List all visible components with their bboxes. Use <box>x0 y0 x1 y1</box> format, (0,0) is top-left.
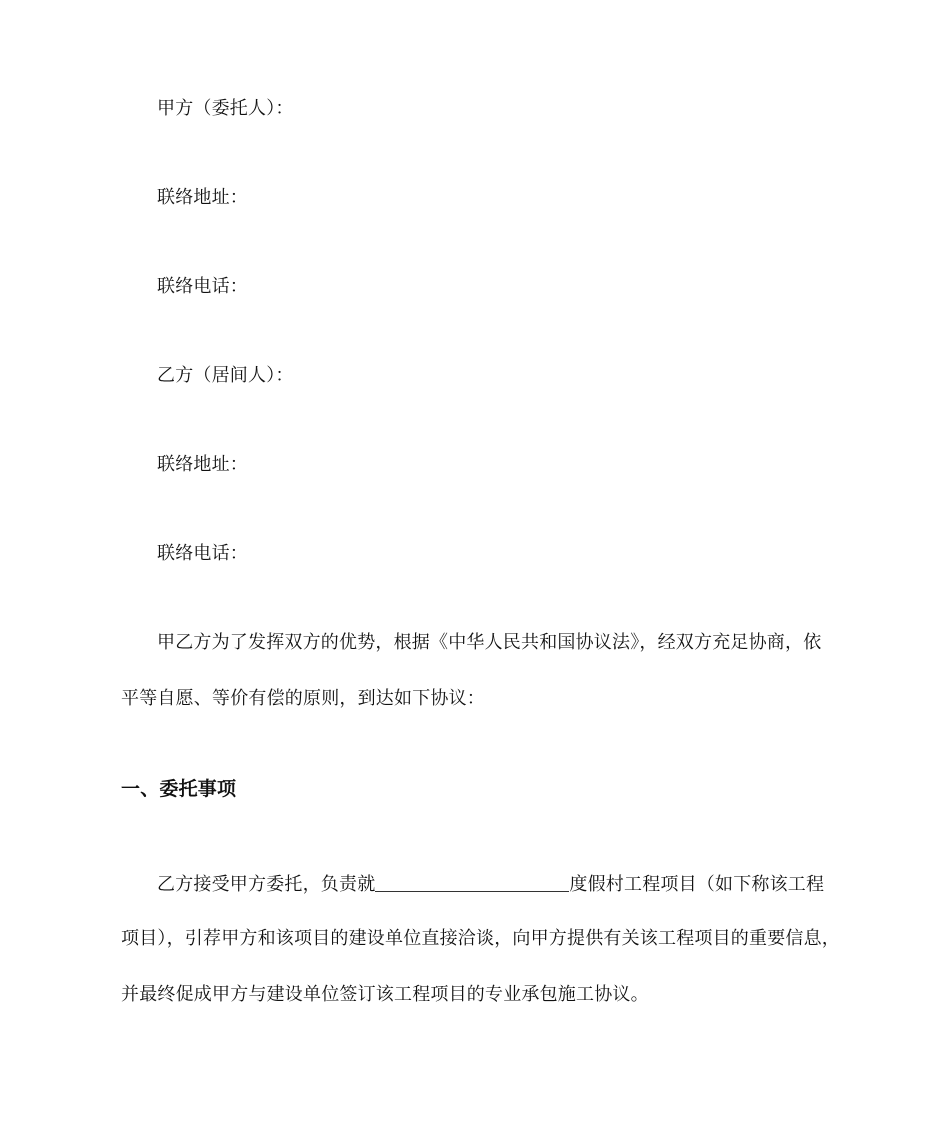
party-a-address-label: 联络地址： <box>157 187 248 208</box>
section-1-text-after-blank: 度假村工程项目（如下称该工程 <box>569 874 825 895</box>
party-b-phone-label: 联络电话： <box>157 543 248 564</box>
section-1-para-line-2: 项目），引荐甲方和该项目的建设单位直接洽谈，向甲方提供有关该工程项目的重要信息， <box>121 928 840 949</box>
party-b-label: 乙方（居间人）： <box>157 365 294 386</box>
project-name-blank <box>375 871 569 892</box>
party-b-address-label: 联络地址： <box>157 454 248 475</box>
preamble-line-2: 平等自愿、等价有偿的原则，到达如下协议： <box>121 688 485 709</box>
section-1-para-line-1 <box>157 871 824 897</box>
party-a-phone-label: 联络电话： <box>157 276 248 297</box>
preamble-line-1: 甲乙方为了发挥双方的优势，根据《中华人民共和国协议法》，经双方充足协商，依 <box>157 632 822 653</box>
party-a-label: 甲方（委托人）： <box>157 98 294 119</box>
section-1-title: 一、委托事项 <box>121 778 237 800</box>
section-1-para-line-3: 并最终促成甲方与建设单位签订该工程项目的专业承包施工协议。 <box>121 984 649 1005</box>
section-1-text-before-blank: 乙方接受甲方委托，负责就 <box>157 874 376 895</box>
